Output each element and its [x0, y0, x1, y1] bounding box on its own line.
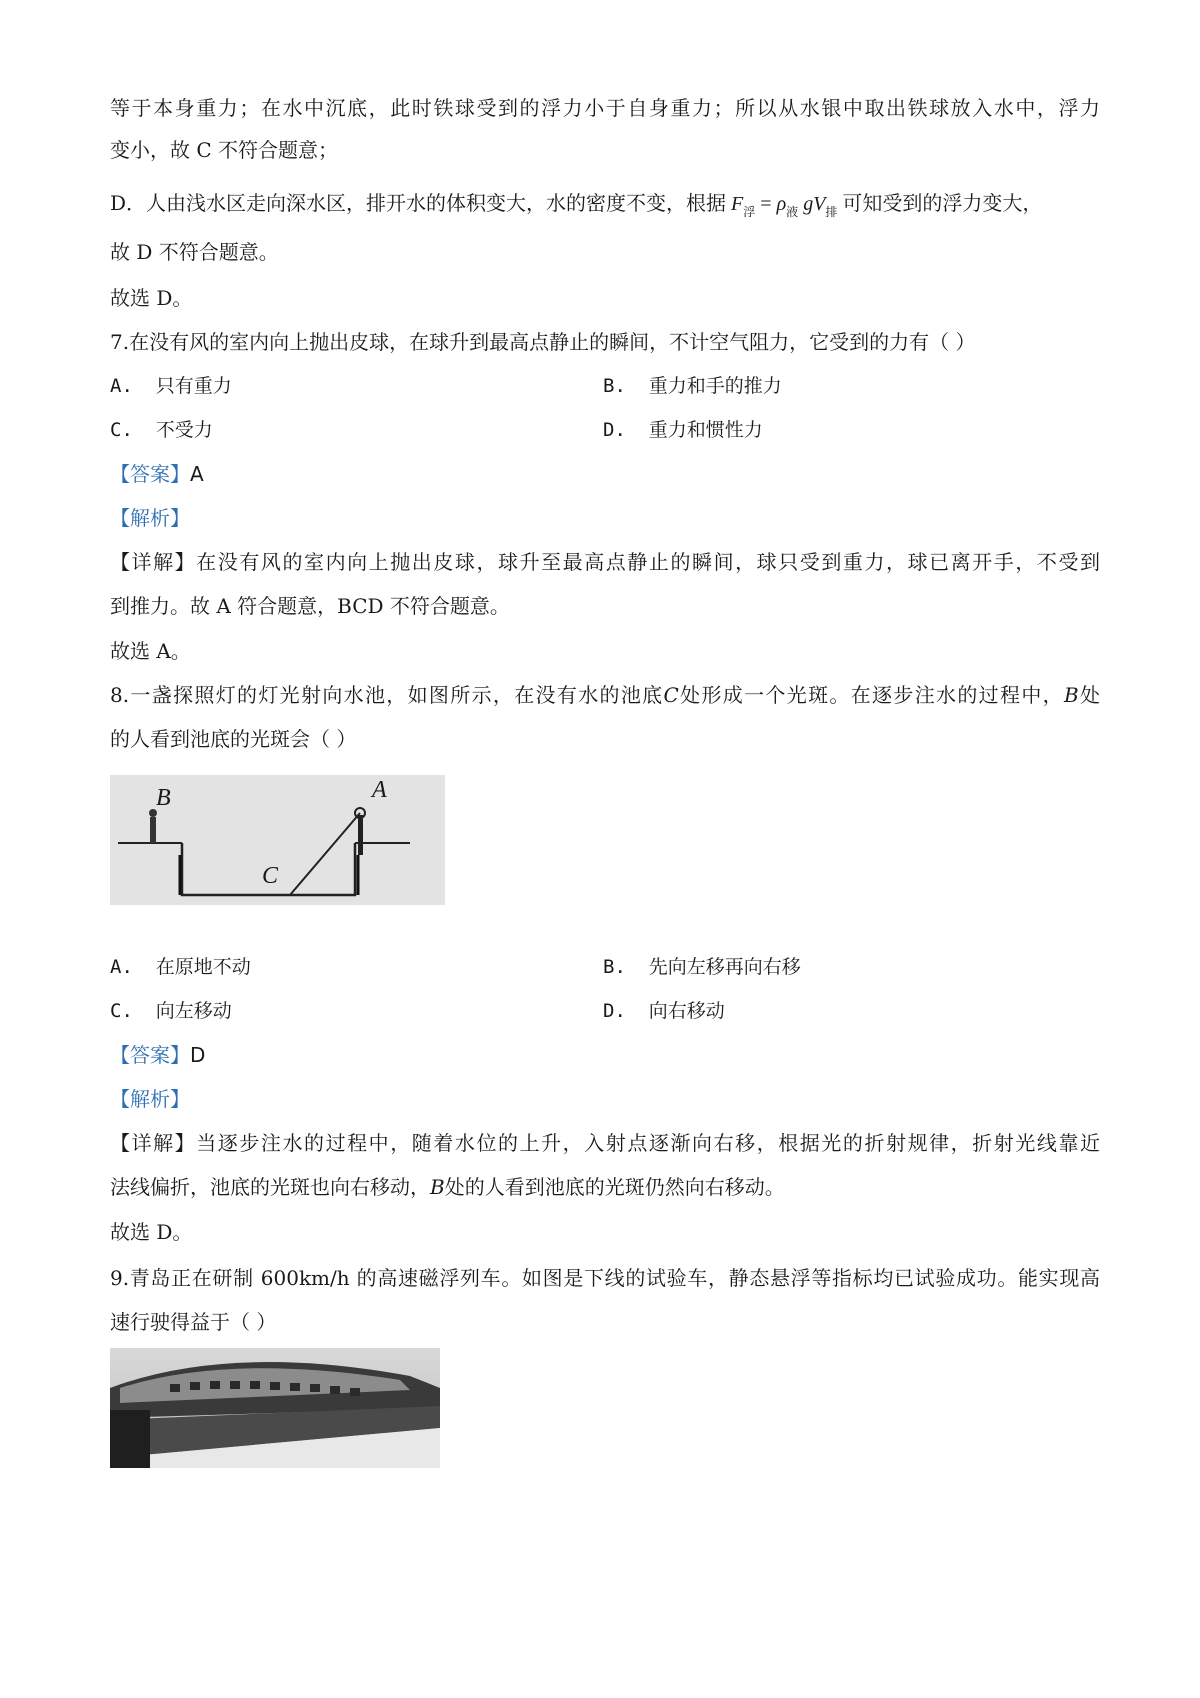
q7-option-a: A. 只有重力 [110, 375, 232, 397]
text-line: 故选 D。 [110, 286, 193, 310]
q7-detail-line: 【详解】在没有风的室内向上抛出皮球，球升至最高点静止的瞬间，球只受到重力，球已离开手，不受到 [110, 550, 1101, 574]
text-line: 变小，故 C 不符合题意； [110, 138, 339, 162]
label-b: B [156, 785, 171, 811]
text-segment: 可知受到的浮力变大， [842, 191, 1043, 215]
q7-analysis-tag: 【解析】 [110, 506, 190, 530]
pool-diagram-figure [110, 775, 445, 905]
q7-option-c: C. 不受力 [110, 419, 213, 441]
q8-detail-line: 法线偏折，池底的光斑也向右移动，B处的人看到池底的光斑仍然向右移动。 [110, 1175, 785, 1199]
q8-answer: 【答案】D [110, 1043, 206, 1067]
question-8-stem: 8.一盏探照灯的灯光射向水池，如图所示，在没有水的池底C处形成一个光斑。在逐步注水的过程中，B处 [110, 683, 1100, 707]
label-c: C [262, 863, 279, 889]
q8-analysis-tag: 【解析】 [110, 1087, 190, 1111]
text-line: 等于本身重力；在水中沉底，此时铁球受到的浮力小于自身重力；所以从水银中取出铁球放入水中，浮力 [110, 96, 1100, 120]
q8-choose: 故选 D。 [110, 1220, 193, 1244]
maglev-train-illustration [110, 1348, 440, 1468]
q8-option-a: A. 在原地不动 [110, 956, 251, 978]
maglev-train-photo [110, 1348, 440, 1468]
q7-detail-line: 到推力。故 A 符合题意，BCD 不符合题意。 [110, 594, 510, 618]
q8-option-b: B. 先向左移再向右移 [603, 956, 801, 978]
q7-option-b: B. 重力和手的推力 [603, 375, 782, 397]
question-9-stem: 9.青岛正在研制 600km/h 的高速磁浮列车。如图是下线的试验车，静态悬浮等指标均已试验成功。能实现高 [110, 1266, 1100, 1290]
buoyancy-formula: $F_浮 = \rho_液$ $gV_排$ [731, 193, 838, 219]
label-a: A [372, 777, 387, 803]
question-7-stem: 7.在没有风的室内向上抛出皮球，在球升到最高点静止的瞬间，不计空气阻力，它受到的力有（ ） [110, 330, 976, 354]
question-9-stem: 速行驶得益于（ ） [110, 1310, 277, 1334]
q8-option-c: C. 向左移动 [110, 1000, 232, 1022]
q7-option-d: D. 重力和惯性力 [603, 419, 763, 441]
q8-option-d: D. 向右移动 [603, 1000, 725, 1022]
question-8-stem: 的人看到池底的光斑会（ ） [110, 727, 357, 751]
text-line: 故 D 不符合题意。 [110, 240, 279, 264]
text-line [110, 189, 1042, 226]
q8-detail-line: 【详解】当逐步注水的过程中，随着水位的上升，入射点逐渐向右移，根据光的折射规律，折射光线靠近 [110, 1131, 1101, 1155]
text-segment: D．人由浅水区走向深水区，排开水的体积变大，水的密度不变，根据 [110, 191, 727, 215]
q7-choose: 故选 A。 [110, 639, 191, 663]
q7-answer: 【答案】A [110, 462, 204, 486]
